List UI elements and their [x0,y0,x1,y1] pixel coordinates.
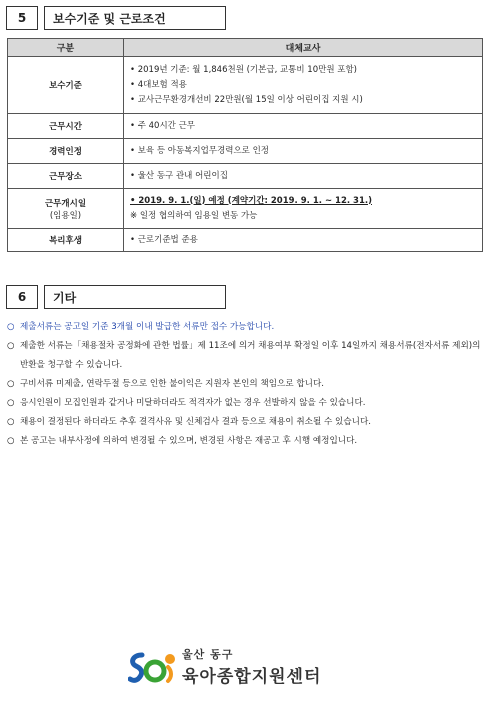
column-header: 대체교사 [124,39,483,57]
table-row [8,164,483,189]
list-item [7,394,481,413]
section-title: 보수기준 및 근로조건 [44,6,226,30]
list-item [7,432,481,451]
table-row [8,229,483,252]
row-value [124,139,483,164]
note-text: 구비서류 미제출, 연락두절 등으로 인한 불이익은 지원자 본인의 책임으로 합니다. [20,379,325,389]
row-value [124,164,483,189]
note-text: 제출서류는 공고일 기준 3개월 이내 발급한 서류만 접수 가능합니다. [20,322,275,332]
list-item [7,337,481,375]
section-6-header [6,285,226,309]
row-label [8,189,124,229]
value-line: • 근로기준법 준용 [130,234,198,245]
value-line: • 4대보험 적용 [130,79,187,90]
table-header-row [8,39,483,57]
column-header: 구분 [8,39,124,57]
row-label: 경력인정 [8,139,124,164]
section-number: 5 [6,6,38,30]
value-line: • 2019년 기준: 월 1,846천원 (기본급, 교통비 10만원 포함) [130,64,357,75]
center-logo [128,646,321,687]
section-5-header [6,6,226,30]
list-item [7,375,481,394]
note-text: 본 공고는 내부사정에 의하여 변경될 수 있으며, 변경된 사항은 재공고 후 시행 예정입니다. [20,436,358,446]
note-text: 채용이 결정된다 하더라도 추후 결격사유 및 신체검사 결과 등으로 채용이 취소될 수 있습니다. [20,417,371,427]
row-label: 복리후생 [8,229,124,252]
table-row [8,189,483,229]
circle-bullet-icon: ○ [7,417,15,427]
row-label: 근무장소 [8,164,124,189]
circle-bullet-icon: ○ [7,322,15,332]
row-label: 보수기준 [8,57,124,114]
row-value [124,57,483,114]
circle-bullet-icon: ○ [7,341,15,351]
row-label-line: 근무개시일 [44,198,87,209]
start-date-note: ※ 일정 협의하여 임용일 변동 가능 [130,210,258,221]
value-line: • 울산 동구 관내 어린이집 [130,170,228,181]
circle-bullet-icon: ○ [7,436,15,446]
note-text: 제출한 서류는「채용절차 공정화에 관한 법률」제 11조에 의거 채용여부 확정일 이후 14일까지 채용서류(전자서류 제외)의 반환을 청구할 수 있습니다. [20,341,481,370]
logo-subtitle: 울산 동구 [182,648,234,661]
logo-title: 육아종합지원센터 [182,667,322,687]
conditions-table [7,38,483,252]
notes-list [7,318,481,451]
start-date-line: • 2019. 9. 1.(일) 예정 (계약기간: 2019. 9. 1. ~ 12. 31.) [130,195,372,206]
list-item [7,318,481,337]
value-line: • 교사근무환경개선비 22만원(월 15일 이상 어린이집 지원 시) [130,94,363,105]
value-line: • 주 40시간 근무 [130,120,195,131]
row-value [124,189,483,229]
note-text: 응시인원이 모집인원과 같거나 미달하더라도 적격자가 없는 경우 선발하지 않을 수 있습니다. [20,398,366,408]
center-logo-icon [128,649,178,685]
table-row [8,114,483,139]
row-value [124,114,483,139]
circle-bullet-icon: ○ [7,379,15,389]
value-line: • 보육 등 아동복지업무경력으로 인정 [130,145,269,156]
section-number: 6 [6,285,38,309]
table-row [8,139,483,164]
row-label-line: (임용일) [49,210,82,221]
row-value [124,229,483,252]
table-row [8,57,483,114]
row-label: 근무시간 [8,114,124,139]
section-title: 기타 [44,285,226,309]
circle-bullet-icon: ○ [7,398,15,408]
list-item [7,413,481,432]
